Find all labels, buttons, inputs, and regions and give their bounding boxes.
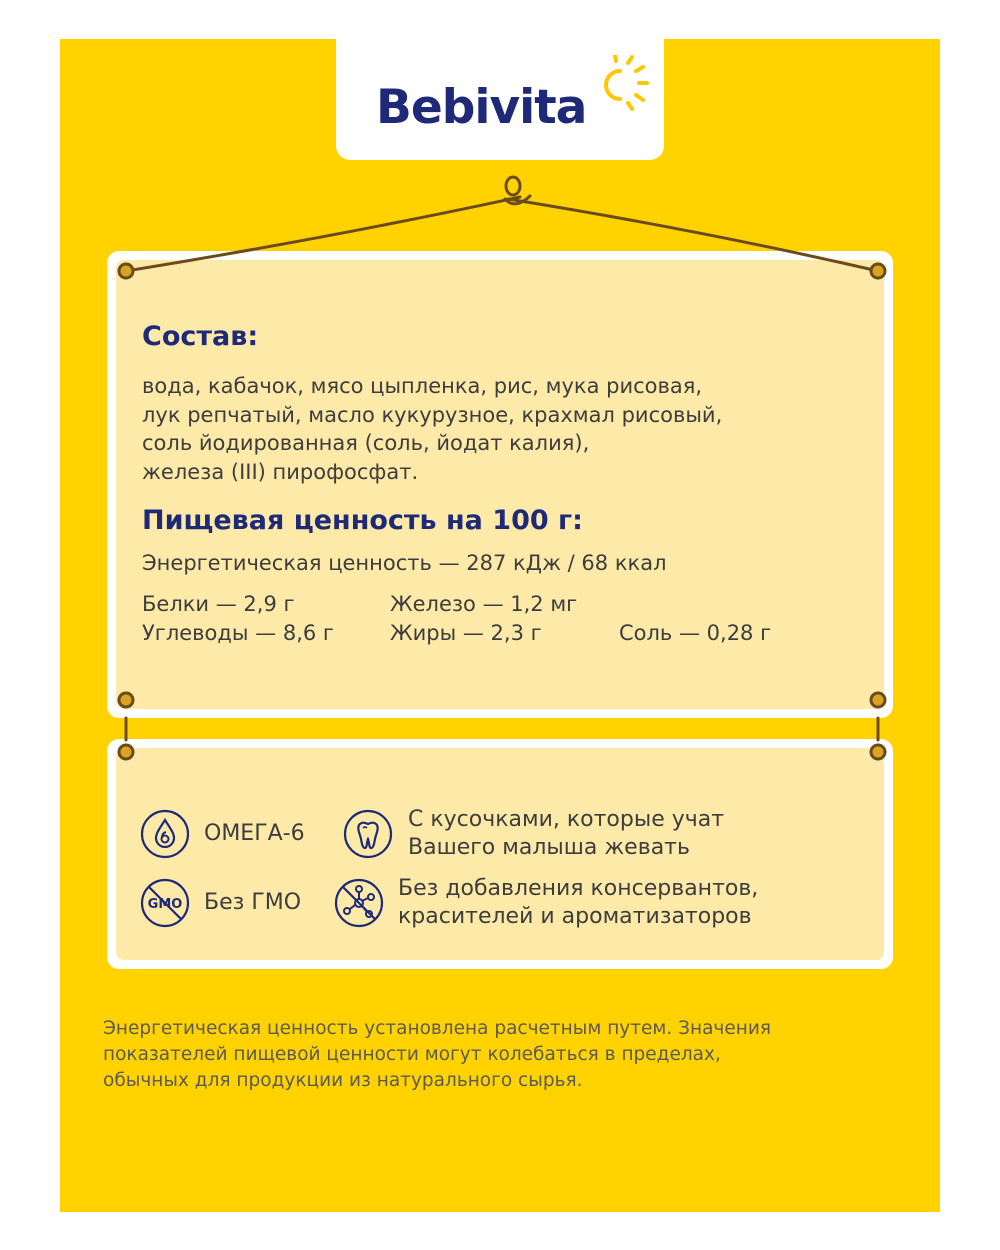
footnote bbox=[103, 1016, 771, 1094]
composition-line: железа (III) пирофосфат. bbox=[142, 459, 419, 484]
carbs-value: Углеводы — 8,6 г bbox=[142, 621, 334, 645]
gmo-icon-label: GMO bbox=[147, 897, 183, 912]
protein-value: Белки — 2,9 г bbox=[142, 592, 295, 616]
chewing-text-line: С кусочками, которые учат bbox=[408, 807, 725, 832]
fat-value: Жиры — 2,3 г bbox=[390, 621, 542, 645]
brand-logo: Bebivita bbox=[376, 80, 587, 135]
tooth-icon bbox=[343, 809, 393, 859]
chewing-text-line: Вашего малыша жевать bbox=[408, 835, 690, 860]
no-additives-icon bbox=[334, 878, 384, 928]
composition-line: лук репчатый, масло кукурузное, крахмал рисовый, bbox=[142, 402, 723, 427]
composition-heading: Состав: bbox=[142, 321, 259, 352]
composition-text bbox=[142, 372, 722, 486]
salt-value: Соль — 0,28 г bbox=[619, 621, 772, 645]
energy-value: Энергетическая ценность — 287 кДж / 68 ккал bbox=[142, 551, 667, 575]
oil-drop-icon bbox=[140, 809, 190, 859]
iron-value: Железо — 1,2 мг bbox=[390, 592, 578, 616]
footnote-line: показателей пищевой ценности могут колебаться в пределах, bbox=[103, 1044, 721, 1065]
footnote-line: обычных для продукции из натурального сырья. bbox=[103, 1070, 583, 1091]
composition-line: вода, кабачок, мясо цыпленка, рис, мука рисовая, bbox=[142, 374, 703, 398]
composition-line: соль йодированная (соль, йодат калия), bbox=[142, 431, 590, 455]
no-gmo-label: Без ГМО bbox=[204, 890, 302, 915]
no-additives-text bbox=[398, 875, 758, 931]
no-gmo-icon bbox=[140, 878, 190, 928]
omega-6-label: ОМЕГА-6 bbox=[204, 821, 305, 846]
no-additives-text-line: красителей и ароматизаторов bbox=[398, 904, 752, 929]
footnote-line: Энергетическая ценность установлена расчетным путем. Значения bbox=[103, 1018, 771, 1039]
no-additives-text-line: Без добавления консервантов, bbox=[398, 876, 759, 901]
chewing-text bbox=[408, 806, 724, 862]
sun-icon bbox=[590, 55, 650, 115]
nutrition-heading: Пищевая ценность на 100 г: bbox=[142, 505, 583, 536]
